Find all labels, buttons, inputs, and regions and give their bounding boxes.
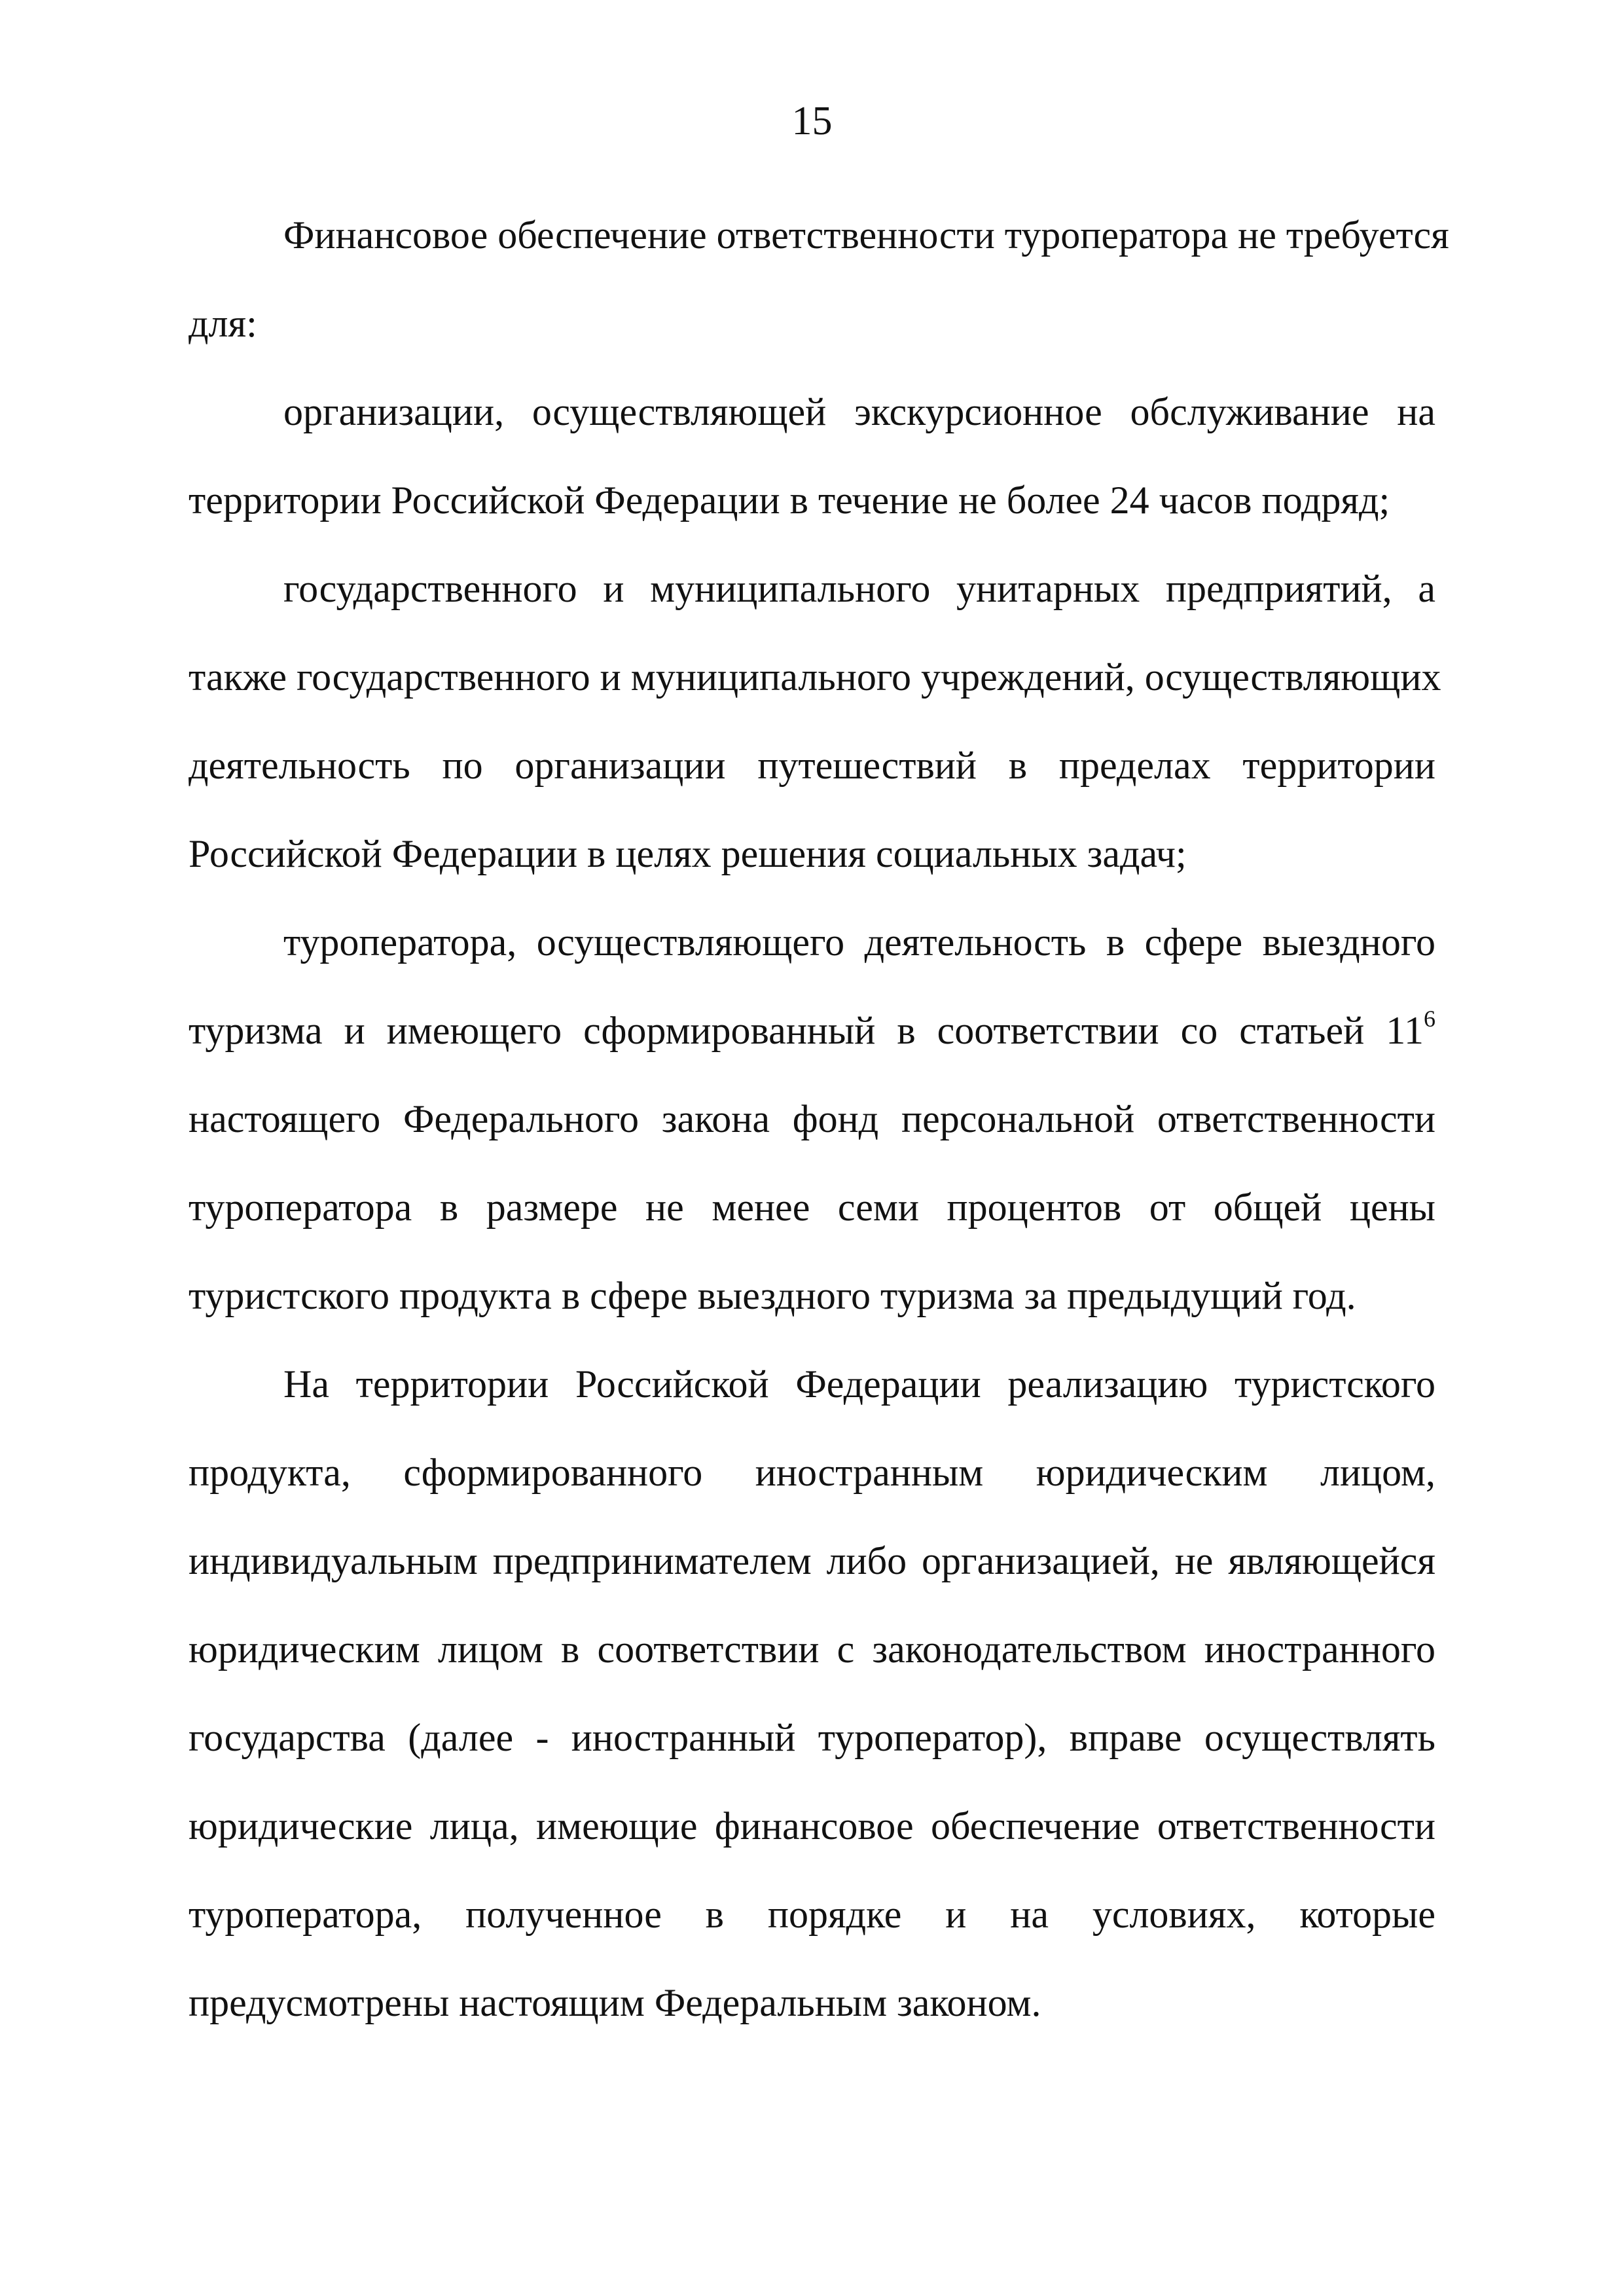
paragraph-line: продукта, сформированного иностранным юридическим лицом,: [189, 1451, 1435, 1494]
paragraph-line: Финансовое обеспечение ответственности туроператора не требуется: [283, 213, 1449, 257]
paragraph-line: территории Российской Федерации в течение не более 24 часов подряд;: [189, 479, 1390, 522]
paragraph-line: деятельность по организации путешествий в пределах территории: [189, 744, 1435, 787]
paragraph-line-text: туризма и имеющего сформированный в соответствии со статьей 11: [189, 1009, 1424, 1052]
paragraph-line: государственного и муниципального унитарных предприятий, а: [283, 567, 1435, 610]
paragraph-4: [189, 898, 1435, 1340]
paragraph-line: Российской Федерации в целях решения социальных задач;: [189, 832, 1187, 875]
paragraph-line: юридические лица, имеющие финансовое обеспечение ответственности: [189, 1804, 1435, 1848]
paragraph-line: На территории Российской Федерации реализацию туристского: [283, 1362, 1435, 1406]
paragraph-line-with-superscript: [189, 987, 1435, 1075]
paragraph-line: индивидуальным предпринимателем либо организацией, не являющейся: [189, 1539, 1435, 1582]
paragraph-line: государства (далее - иностранный туроператор), вправе осуществлять: [189, 1716, 1435, 1759]
paragraph-2: [189, 368, 1435, 545]
paragraph-line: настоящего Федерального закона фонд персональной ответственности: [189, 1097, 1435, 1140]
paragraph-line: туроператора в размере не менее семи процентов от общей цены: [189, 1186, 1435, 1229]
paragraph-line: организации, осуществляющей экскурсионное обслуживание на: [283, 390, 1435, 433]
article-superscript: 6: [1424, 1006, 1435, 1032]
document-body: [189, 191, 1449, 2047]
paragraph-3: [189, 545, 1441, 898]
paragraph-1: [189, 191, 1449, 368]
paragraph-line: юридическим лицом в соответствии с законодательством иностранного: [189, 1628, 1435, 1671]
paragraph-line: также государственного и муниципального учреждений, осуществляющих: [189, 655, 1441, 699]
paragraph-line: для:: [189, 302, 257, 345]
paragraph-line: туроператора, осуществляющего деятельность в сфере выездного: [283, 920, 1435, 964]
paragraph-5: [189, 1340, 1435, 2047]
paragraph-line: туроператора, полученное в порядке и на условиях, которые: [189, 1893, 1435, 1936]
paragraph-line: туристского продукта в сфере выездного туризма за предыдущий год.: [189, 1274, 1356, 1317]
paragraph-line: предусмотрены настоящим Федеральным законом.: [189, 1981, 1041, 2024]
page-number: 15: [791, 99, 833, 143]
